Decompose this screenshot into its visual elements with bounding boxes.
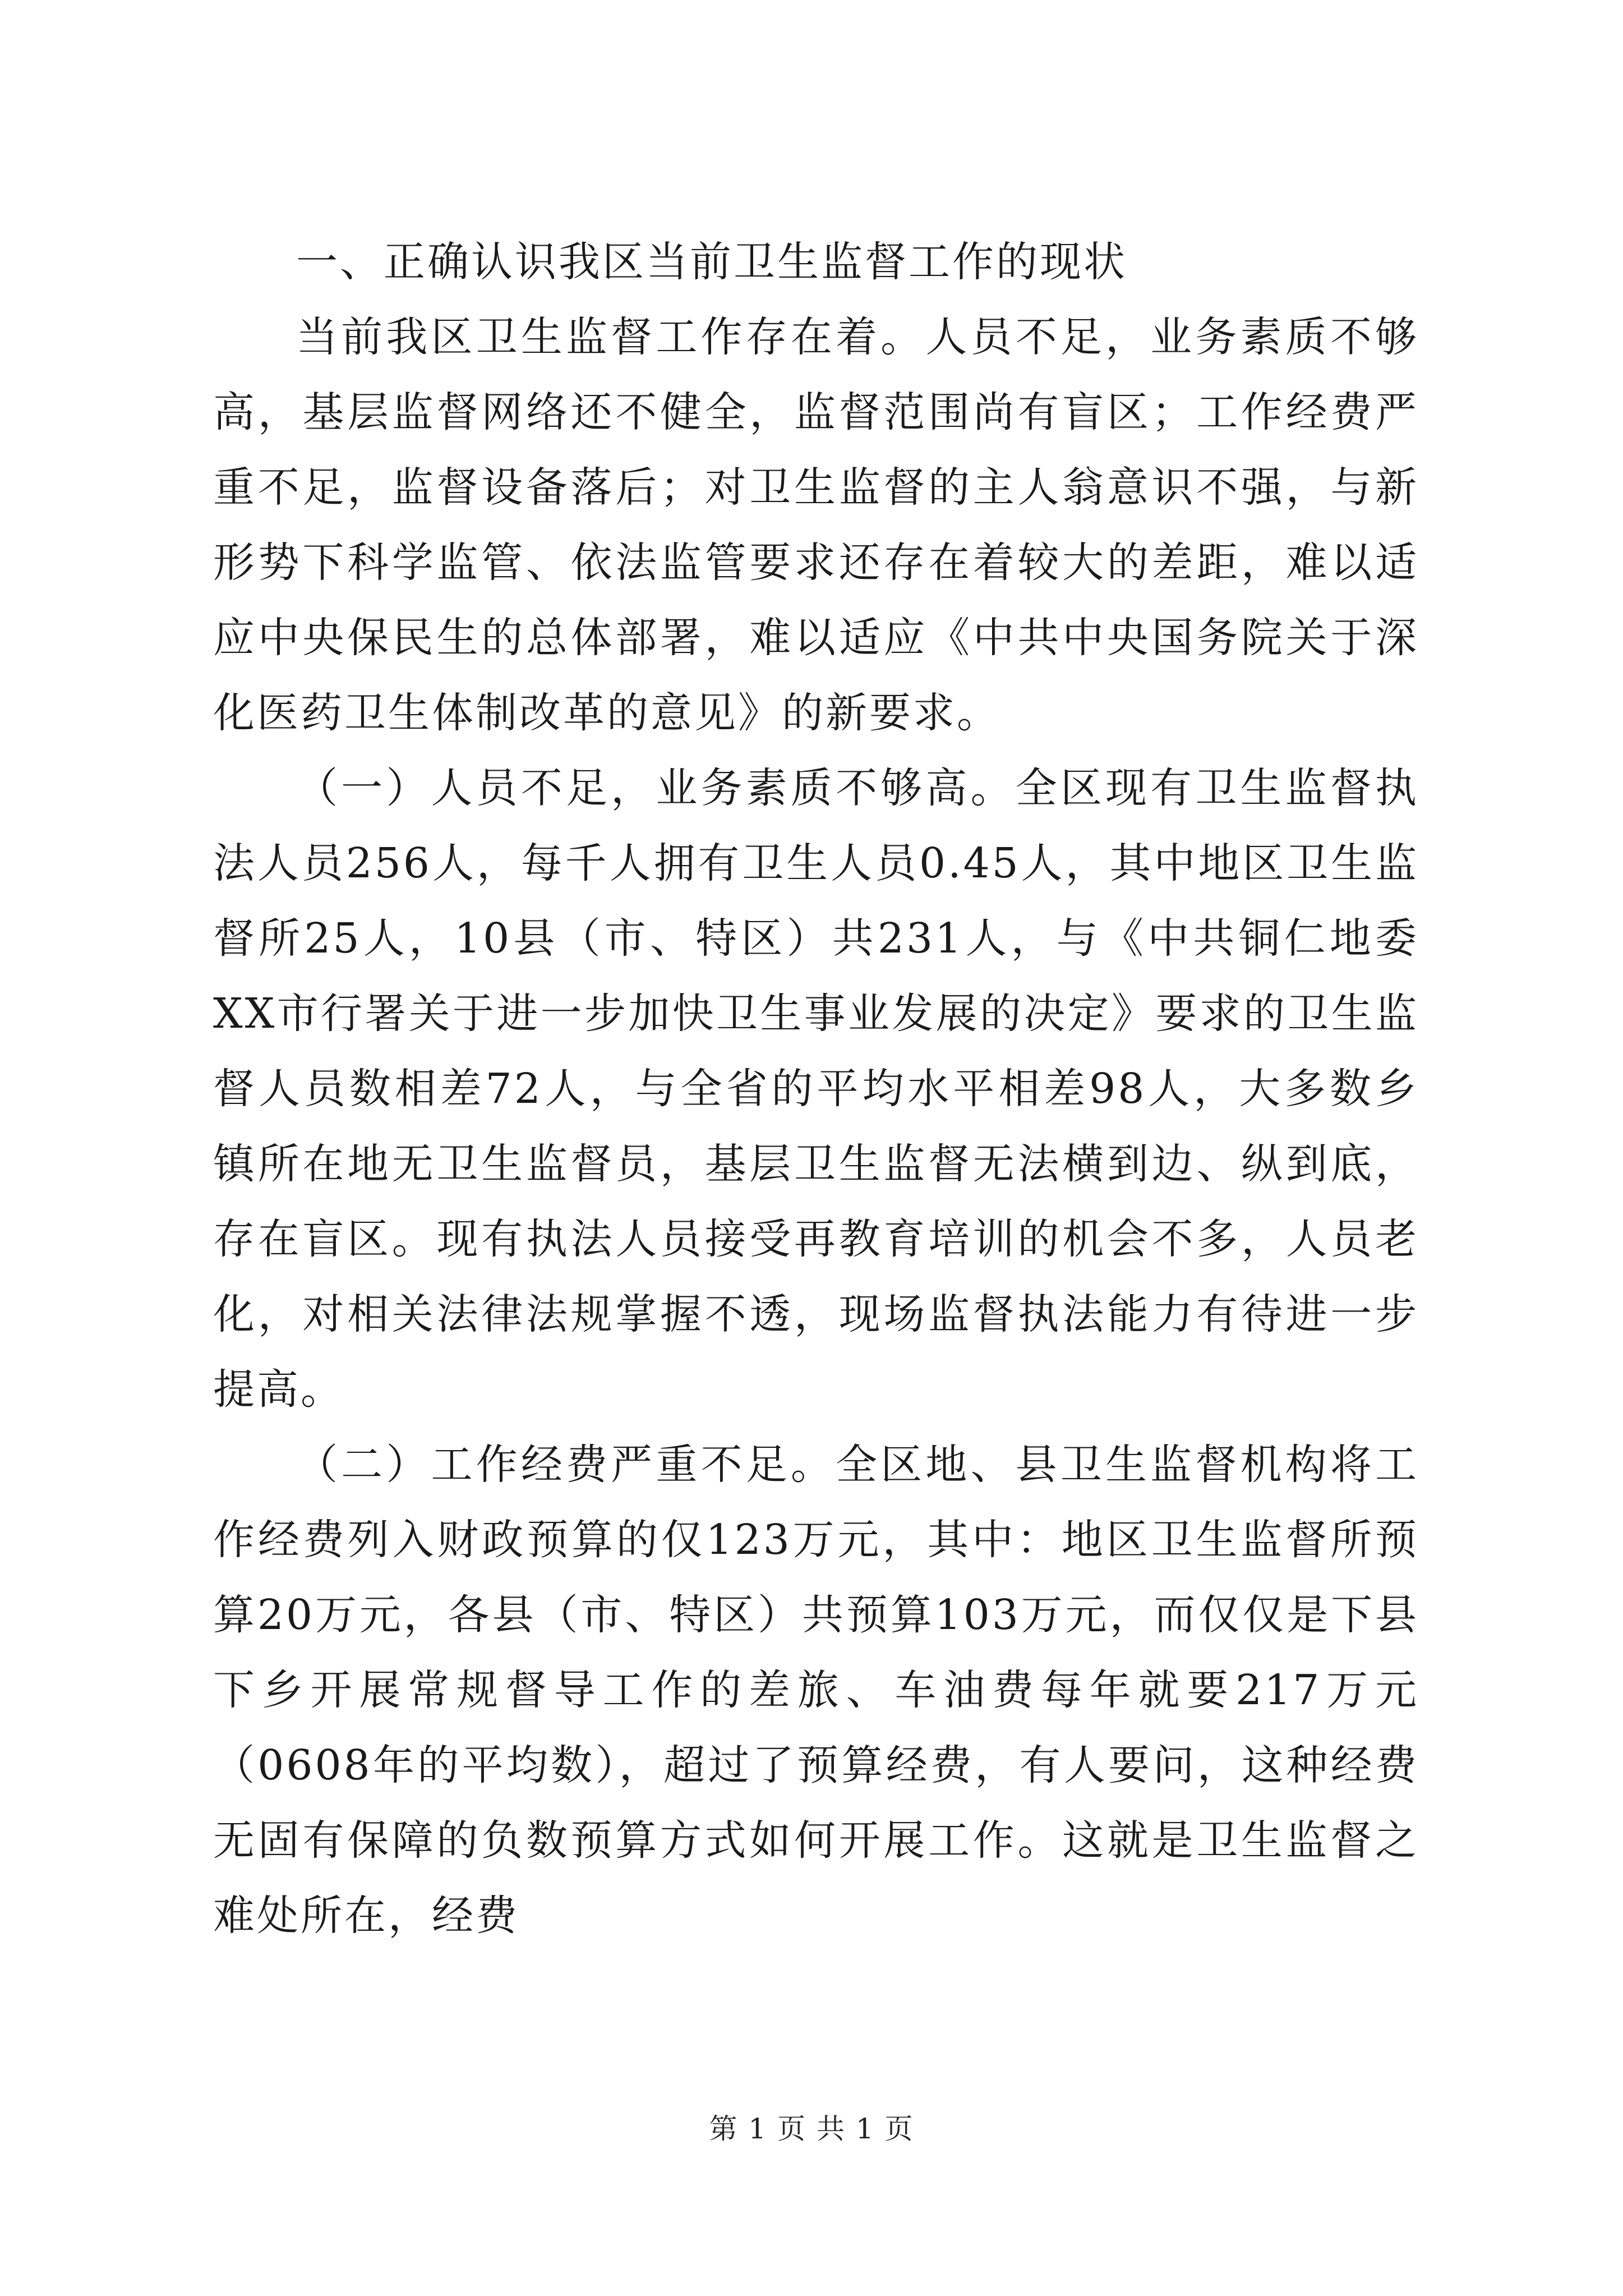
document-body: [213, 224, 1419, 1953]
paragraph-staffing: （一）人员不足，业务素质不够高。全区现有卫生监督执法人员256人，每千人拥有卫生人员0.45人，其中地区卫生监督所25人，10县（市、特区）共231人，与《中共铜仁地委XX市行署关于进一步加快卫生事业发展的决定》要求的卫生监督人员数相差72人，与全省的平均水平相差98人，大多数乡镇所在地无卫生监督员，基层卫生监督无法横到边、纵到底，存在盲区。现有执法人员接受再教育培训的机会不多，人员老化，对相关法律法规掌握不透，现场监督执法能力有待进一步提高。: [213, 764, 1419, 1414]
paragraph-funding: （二）工作经费严重不足。全区地、县卫生监督机构将工作经费列入财政预算的仅123万元，其中：地区卫生监督所预算20万元，各县（市、特区）共预算103万元，而仅仅是下县下乡开展常规督导工作的差旅、车油费每年就要217万元（0608年的平均数），超过了预算经费，有人要问，这种经费无固有保障的负数预算方式如何开展工作。这就是卫生监督之难处所在，经费: [213, 1441, 1419, 1940]
paragraph-overview: 当前我区卫生监督工作存在着。人员不足，业务素质不够高，基层监督网络还不健全，监督范围尚有盲区；工作经费严重不足，监督设备落后；对卫生监督的主人翁意识不强，与新形势下科学监管、依法监管要求还存在着较大的差距，难以适应中央保民生的总体部署，难以适应《中共中央国务院关于深化医药卫生体制改革的意见》的新要求。: [213, 313, 1419, 737]
section-heading: 一、正确认识我区当前卫生监督工作的现状: [296, 238, 1127, 286]
page-footer: 第 1 页 共 1 页: [709, 2113, 914, 2145]
